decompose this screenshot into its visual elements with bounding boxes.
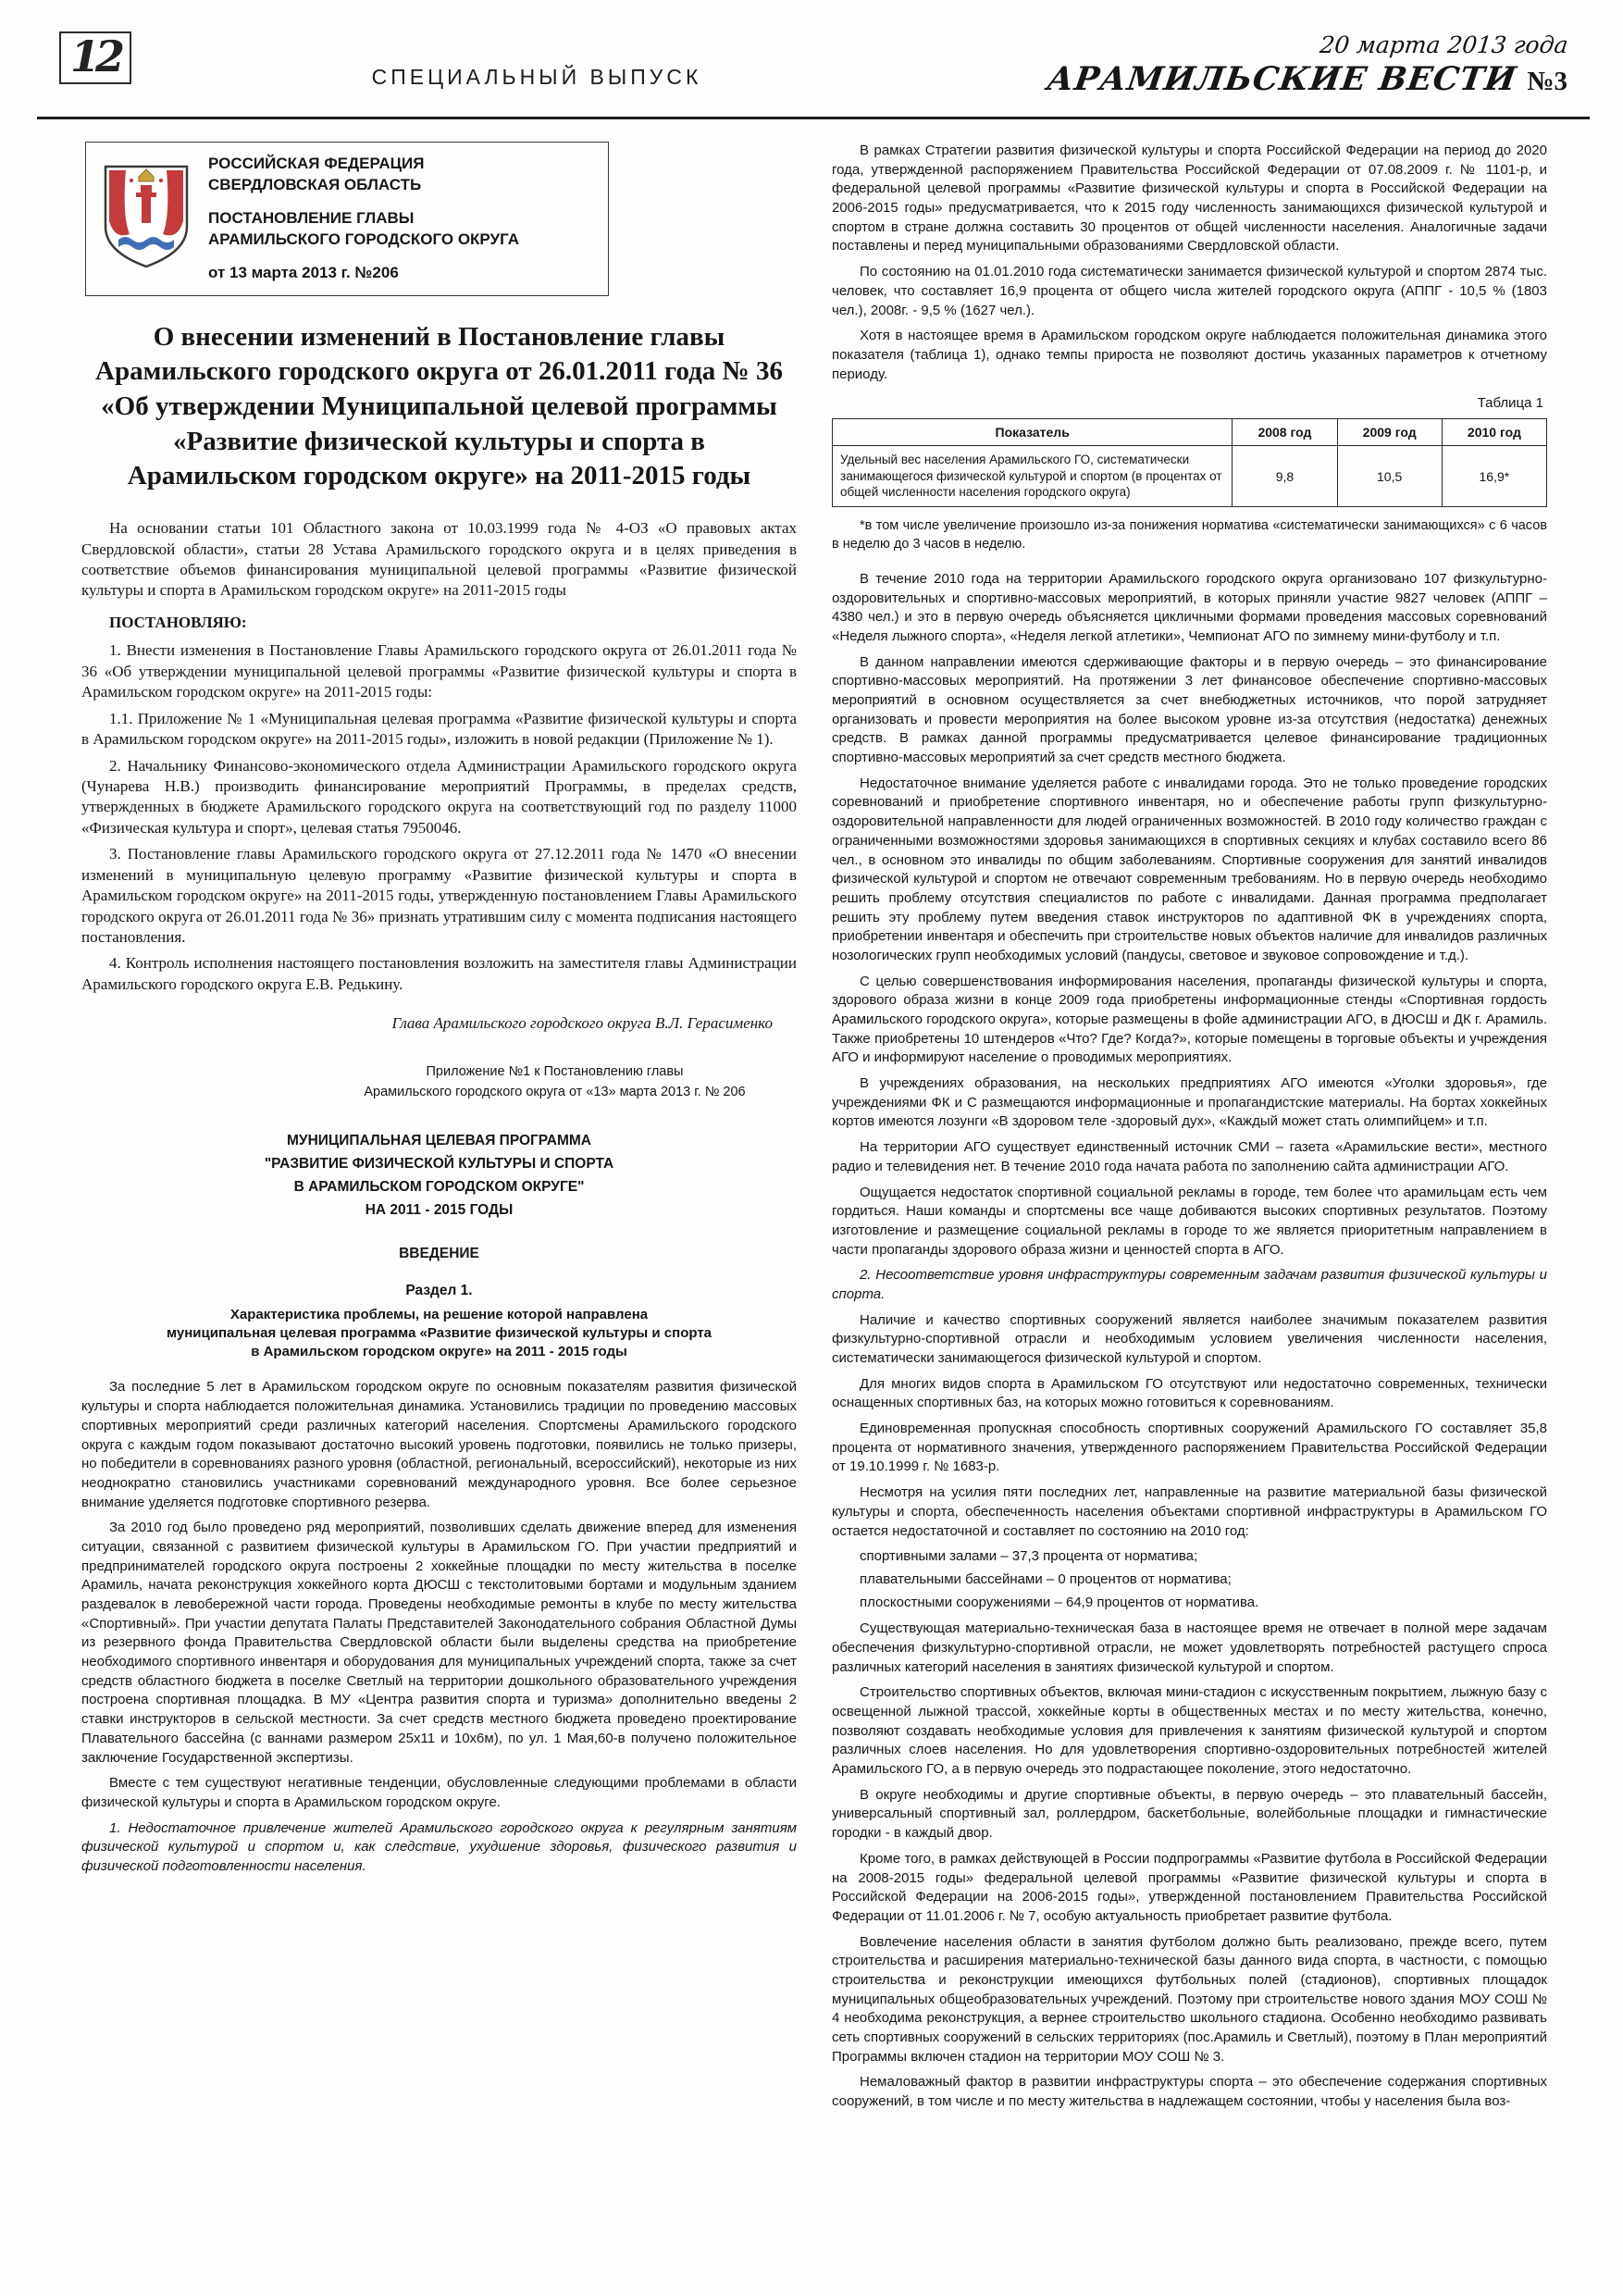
table-cell-indicator: Удельный вес населения Арамильского ГО, систематически занимающегося физической культурой и спортом (в процентах от общей численности населения городского округа): [833, 446, 1233, 507]
decree-signature: Глава Арамильского городского округа В.Л. Герасименко: [391, 1014, 773, 1033]
paragraph: В течение 2010 года на территории Арамильского городского округа организовано 107 физкультурно-оздоровительных и спортивно-массовых мероприятий, в которых приняли участие 9827 человек (АППГ – 4380 чел.) и это в первую очередь объясняется цикличными формами проведения массовых соревнований «Неделя лыжного спорта», «Неделя легкой атлетики», Чемпионат АГО по зимнему мини-футболу и т.п.: [832, 570, 1547, 644]
decree-item: 1. Внести изменения в Постановление Главы Арамильского городского округа от 26.01.2011 года № 36 «Об утверждении муниципальной целевой программы «Развитие физической культуры и спорта в Арамильском городском округе» на 2011-2015 годы:: [81, 641, 797, 701]
section-subheading-line: в Арамильском городском округе» на 2011 - 2015 годы: [251, 1344, 627, 1360]
appendix-note-line: Арамильского городского округа от «13» марта 2013 г. № 206: [364, 1084, 746, 1099]
table-header-row: [833, 419, 1547, 446]
paragraph: В округе необходимы и другие спортивные объекты, в первую очередь – это плавательный бассейн, универсальный спортивный зал, роллердром, баскетбольные, волейбольные площадки и гимнастические городки - в каждый двор.: [832, 1786, 1547, 1842]
masthead-issue-number: №3: [1527, 67, 1567, 96]
program-title-line: МУНИЦИПАЛЬНАЯ ЦЕЛЕВАЯ ПРОГРАММА: [287, 1133, 591, 1149]
problem-1-heading: 1. Недостаточное привлечение жителей Арамильского городского округа к регулярным занятиям физической культурой и спортом и, как следствие, ухудшение здоровья, физического развития и физической подготовленности населения.: [81, 1819, 797, 1874]
right-column: [832, 138, 1547, 2118]
decree-heading: [208, 154, 519, 284]
paragraph: Недостаточное внимание уделяется работе с инвалидами города. Это не только проведение городских соревнований и приобретение спортивного инвентаря, но и обеспечение работы групп физкультурно-оздоровительной направленности для людей ограниченных возможностей. В 2010 году количество граждан с ограниченными возможностями здоровья занимающихся в спортивных секциях и клубах составило всего 86 чел., в основном это инвалиды по общим заболеваниям. Спортивные сооружения для занятий инвалидов физической культурой и спортом не отвечают современным требованиям. Но в первую очередь необходимо решить проблему отсутствия специалистов по работе с инвалидами. Данная программа предполагает решить эту проблему путем введения ставок инструкторов по адаптивной ФК в учреждениях спорта, приобретении инвентаря и обеспечить при строительстве новых объектов наличие для инвалидов различных нозологических групп необходимых условий (пандусы, световое и звуковое сопровождение и т.д.).: [832, 775, 1547, 963]
program-title: [118, 1130, 760, 1222]
masthead-date: 20 марта 2013 года: [1318, 31, 1569, 58]
section-subheading-line: муниципальная целевая программа «Развитие физической культуры и спорта: [166, 1325, 712, 1342]
table-header-cell: 2008 год: [1233, 419, 1337, 446]
table-header-cell: 2009 год: [1337, 419, 1442, 446]
masthead-name: АРАМИЛЬСКИЕ ВЕСТИ: [1044, 60, 1519, 98]
paragraph: Единовременная пропускная способность спортивных сооружений Арамильского ГО составляет 35,8 процента от нормативного значения, утвержденного распоряжением Правительства Российской Федерации от 19.10.1999 г. № 1683-р.: [832, 1421, 1547, 1475]
decree-item: 2. Начальнику Финансово-экономического отдела Администрации Арамильского городского округа (Чунарева Н.В.) производить финансирование мероприятий Программы, в пределах средств, утвержденных в бюджете Арамильского городского округа на соответствующий год по разделу 11000 «Физическая культура и спорт», целевая статья 7950046.: [81, 756, 797, 837]
section-heading: Раздел 1.: [405, 1283, 473, 1299]
table-caption: Таблица 1: [1477, 395, 1543, 412]
decree-resolve-heading: ПОСТАНОВЛЯЮ:: [109, 613, 247, 631]
masthead: [1044, 31, 1569, 98]
decree-title: О внесении изменений в Постановление главы Арамильского городского округа от 26.01.2011 года № 36 «Об утверждении Муниципальной целевой программы «Развитие физической культуры и спорта в Арамильском городском округе» на 2011-2015 годы: [95, 321, 783, 491]
section-subheading-line: Характеристика проблемы, на решение которой направлена: [229, 1307, 649, 1323]
appendix-note: [313, 1062, 797, 1103]
table-cell-2010: 16,9*: [1442, 446, 1546, 507]
norm-list-item: спортивными залами – 37,3 процента от норматива;: [860, 1548, 1198, 1565]
problem-2-heading: 2. Несоответствие уровня инфраструктуры современным задачам развития физической культуры и спорта.: [832, 1267, 1547, 1302]
decree-item: 1.1. Приложение № 1 «Муниципальная целевая программа «Развитие физической культуры и спорта в Арамильском городском округе» на 2011-2015 годы», изложить в новой редакции (Приложение № 1).: [81, 709, 797, 749]
decree-header-box: [85, 142, 609, 296]
paragraph: С целью совершенствования информирования населения, пропаганды физической культуры и спорта, здорового образа жизни в конце 2009 года приобретены информационные стенды «Спортивная гордость Арамильского городского округа», которые размещены в фойе администрации АГО, в ДЮСШ и ДК г. Арамиль. Также приобретены 10 штендеров «Что? Где? Когда?», которые помещены в торговые объекты и учреждения АГО и информируют население о проводимых мероприятиях.: [832, 973, 1547, 1066]
paragraph: За последние 5 лет в Арамильском городском округе по основным показателям развития физической культуры и спорта наблюдается положительная динамика. Установились традиции по проведению массовых спортивных мероприятий среди различных категорий населения. Спортсмены Арамильского городского округа с каждым годом показывают достаточно высокий уровень подготовки, появились не только призеры, но победители в соревнованиях разного уровня (областной, региональный, всероссийский), некоторые из них неоднократно становились участниками соревнований международного уровня. Все более серьезное внимание уделяется подготовке спортивного резерва.: [81, 1379, 797, 1510]
paragraph: Немаловажный фактор в развитии инфраструктуры спорта – это обеспечение содержания спортивных сооружений, в том числе и по месту жительства в надлежащем состоянии, чтобы у населения была воз-: [832, 2074, 1547, 2110]
paragraph: За 2010 год было проведено ряд мероприятий, позволивших сделать движение вперед для изменения ситуации, связанной с развитием физической культуры в Арамильском ГО. При участии предприятий и предпринимателей городского округа построены 2 хоккейные площадки по месту жительства в поселке Арамиль, начата реконструкция хоккейного корта ДЮСШ с текстолитовыми бортами и модульным зданием раздевалок в левобережной части города. Проведены необходимые ремонты в клубе по месту жительства «Спортивный». При участии депутата Палаты Представителей Законодательного собрания Областной Думы из резервного фонда Правительства Свердловской области были выделены средства на приобретение необходимого спортивного инвентаря и оборудования для муниципальных учреждений спорта, также за счет средств областного бюджета в поселке Светлый на территории дошкольного образовательного учреждения построена спортивная площадка. В МУ «Центра развития спорта и туризма» дополнительно введены 2 ставки инструкторов в сельской местности. За счет средств местного бюджета проведено проектирование Плавательного бассейна (с ваннами размером 25х11 и 10х6м), по ул. 1 Мая,60-в получено положительное заключение Государственной экспертизы.: [81, 1520, 797, 1766]
decree-date-number: от 13 марта 2013 г. №206: [208, 263, 399, 281]
paragraph: На территории АГО существует единственный источник СМИ – газета «Арамильские вести», местного радио и телевидения нет. В течение 2010 года начата работа по заполнению сайта администрации АГО.: [832, 1139, 1547, 1174]
indicator-table: [832, 418, 1547, 507]
appendix-note-line: Приложение №1 к Постановлению главы: [426, 1063, 684, 1079]
paragraph: В учреждениях образования, на нескольких предприятиях АГО имеются «Уголки здоровья», где учреждениями ФК и С размещаются информационные и пропагандистские материалы. На бортах хоккейных кортов имеются лозунги «В здоровом теле -здоровый дух», «Каждый может стать олимпийцем» и т.п.: [832, 1075, 1547, 1130]
content-columns: [0, 119, 1623, 2146]
decree-region: СВЕРДЛОВСКАЯ ОБЛАСТЬ: [208, 175, 422, 193]
paragraph: Вовлечение населения области в занятия футболом должно быть реализовано, прежде всего, путем строительства и расширения материально-технической базы данного вида спорта, в частности, с помощью строительства и реконструкции имеющихся футбольных полей (стадионов), спортивных площадок муниципальных общеобразовательных учреждений. Поэтому при строительстве нового здания МОУ СОШ № 4 необходима реконструкция, а вернее строительство школьного стадиона. Особенно необходимо развивать сеть спортивных сооружений в сельских территориях (пос.Арамиль и Светлый), поэтому в План мероприятий Программы включен стадион на территории МОУ СОШ № 3.: [832, 1933, 1547, 2065]
decree-item: 4. Контроль исполнения настоящего постановления возложить на заместителя главы Администрации Арамильского городского округа Е.В. Редькину.: [81, 954, 797, 993]
table-cell-2009: 10,5: [1337, 446, 1442, 507]
norm-list-item: плавательными бассейнами – 0 процентов от норматива;: [860, 1570, 1232, 1587]
paragraph: Существующая материально-техническая база в настоящее время не отвечает в полной мере задачам обеспечения физкультурно-спортивной отрасли, не может удовлетворять потребностей растущего спроса различных категорий населения в занятиях физической культурой и спортом.: [832, 1620, 1547, 1675]
left-column: [81, 138, 797, 2118]
paragraph: Кроме того, в рамках действующей в России подпрограммы «Развитие футбола в Российской Федерации на 2008-2015 годы» федеральной целевой программы «Развитие физической культуры и спорта в Российской Федерации на 2006-2015 годы», утвержденной постановлением Правительства Российской Федерации от 11.01.2006 г. № 7, особую актуальность приобретает развитие футбола.: [832, 1850, 1547, 1924]
table-header-cell: Показатель: [833, 419, 1233, 446]
program-title-line: В АРАМИЛЬСКОМ ГОРОДСКОМ ОКРУГЕ": [293, 1178, 585, 1195]
table-footnote: *в том числе увеличение произошло из-за понижения норматива «систематически занимающихся» с 6 часов в неделю до 3 часов в неделю.: [832, 517, 1547, 552]
paragraph: В рамках Стратегии развития физической культуры и спорта Российской Федерации на период до 2020 года, утвержденной распоряжением Правительства Российской Федерации от 07.08.2009 г. № 1101-р, и федеральной целевой программы «Развитие физической культуры и спорта в Российской Федерации на 2006-2015 годы» предусматривается, что к 2015 году численность занимающихся физической культурой и спортом в стране должна составить 30 процентов от общей численности населения. Аналогичные задачи поставлены и перед муниципальными образованиями Свердловской области.: [832, 143, 1547, 254]
paragraph: Ощущается недостаток спортивной социальной рекламы в городе, тем более что арамильцам есть чем гордиться. Наши команды и спортсмены все чаще добиваются высоких спортивных результатов. Поэтому изготовление и размещение социальной рекламы в городе то же является приоритетным направлением в части пропаганды здорового образа жизни и ценностей спорта в АГО.: [832, 1184, 1547, 1258]
paragraph: Вместе с тем существуют негативные тенденции, обусловленные следующими проблемами в области физической культуры и спорта в Арамильском городском округе.: [81, 1775, 797, 1810]
paragraph: Несмотря на усилия пяти последних лет, направленные на развитие материальной базы физической культуры и спорта, обеспеченность населения объектами спортивной инфраструктуры в Арамильском ГО остается недостаточной и составляет по состоянию на 2010 год:: [832, 1484, 1547, 1539]
coat-of-arms-icon: [101, 162, 192, 276]
paragraph: Строительство спортивных объектов, включая мини-стадион с искусственным покрытием, лыжную базу с освещенной лыжной трассой, хоккейные корты в общественных местах и по месту жительства, конечно, позволяют создавать необходимые условия для привлечения к занятиям физической культурой и спортом различных слоев населения. Но для удовлетворения спортивно-оздоровительных потребностей жителей Арамильского ГО, а в первую очередь это подрастающее поколение, этого недостаточно.: [832, 1684, 1547, 1778]
section-subheading: [81, 1307, 797, 1359]
introduction-heading: ВВЕДЕНИЕ: [399, 1246, 479, 1262]
program-title-line: НА 2011 - 2015 ГОДЫ: [365, 1201, 514, 1218]
decree-authority: АРАМИЛЬСКОГО ГОРОДСКОГО ОКРУГА: [208, 230, 519, 248]
decree-preamble: На основании статьи 101 Областного закона от 10.03.1999 года № 4-ОЗ «О правовых актах Свердловской области», статьи 28 Устава Арамильского городского округа и в целях приведения в соответствие объемов финансирования муниципальной целевой программы «Развитие физической культуры и спорта в Арамильском городском округе» на 2011-2015 годы: [81, 519, 797, 600]
coat-of-arms-svg: [101, 162, 192, 271]
paragraph: Для многих видов спорта в Арамильском ГО отсутствуют или недостаточно современных, технически оснащенных спортивных баз, на которых можно готовиться к соревнованиям.: [832, 1375, 1547, 1411]
decree-item: 3. Постановление главы Арамильского городского округа от 27.12.2011 года № 1470 «О внесении изменений в муниципальную целевую программу «Развитие физической культуры и спорта в Арамильском городском округе» на 2011-2015 годы, утвержденную постановлением Главы Арамильского городского округа от 26.01.2011 года № 36» признать утратившим силу с момента подписания настоящего постановления.: [81, 845, 797, 946]
decree-country: РОССИЙСКАЯ ФЕДЕРАЦИЯ: [208, 155, 425, 172]
issue-title: СПЕЦИАЛЬНЫЙ ВЫПУСК: [371, 65, 702, 89]
paragraph: Наличие и качество спортивных сооружений является наиболее значимым показателем развития физкультурно-спортивной отрасли и необходимым условием увеличения численности населения, систематически занимающегося физической культурой и спортом.: [832, 1311, 1547, 1367]
paragraph: В данном направлении имеются сдерживающие факторы и в первую очередь – это финансирование спортивно-массовых мероприятий. На протяжении 3 лет финансовое обеспечение спортивно-массовых мероприятий в основном осуществляется за счет внебюджетных источников, что порой затрудняет организовать и провести мероприятия на более высоком уровне из-за отсутствия (недостатка) денежных средств. В рамках данной программы предусматривается целевое финансирование традиционных спортивно-массовых мероприятий за счет средств местного бюджета.: [832, 653, 1547, 766]
page-header: [0, 31, 1623, 113]
page-number-badge: 12: [59, 31, 131, 84]
table-header-cell: 2010 год: [1442, 419, 1546, 446]
paragraph: По состоянию на 01.01.2010 года систематически занимается физической культурой и спортом 2874 тыс. человек, что составляет 16,9 процента от общего числа жителей городского округа (АППГ - 10,5 % (1803 чел.), 2008г. - 9,5 % (1627 чел.).: [832, 264, 1547, 318]
table-row: [833, 446, 1547, 507]
norm-list-item: плоскостными сооружениями – 64,9 процентов от норматива.: [860, 1594, 1259, 1610]
table-cell-2008: 9,8: [1233, 446, 1337, 507]
program-title-line: "РАЗВИТИЕ ФИЗИЧЕСКОЙ КУЛЬТУРЫ И СПОРТА: [264, 1156, 614, 1173]
decree-doc-type: ПОСТАНОВЛЕНИЕ ГЛАВЫ: [208, 208, 415, 227]
paragraph: Хотя в настоящее время в Арамильском городском округе наблюдается положительная динамика этого показателя (таблица 1), однако темпы прироста не позволяют достичь указанных параметров к отчетному периоду.: [832, 328, 1547, 382]
